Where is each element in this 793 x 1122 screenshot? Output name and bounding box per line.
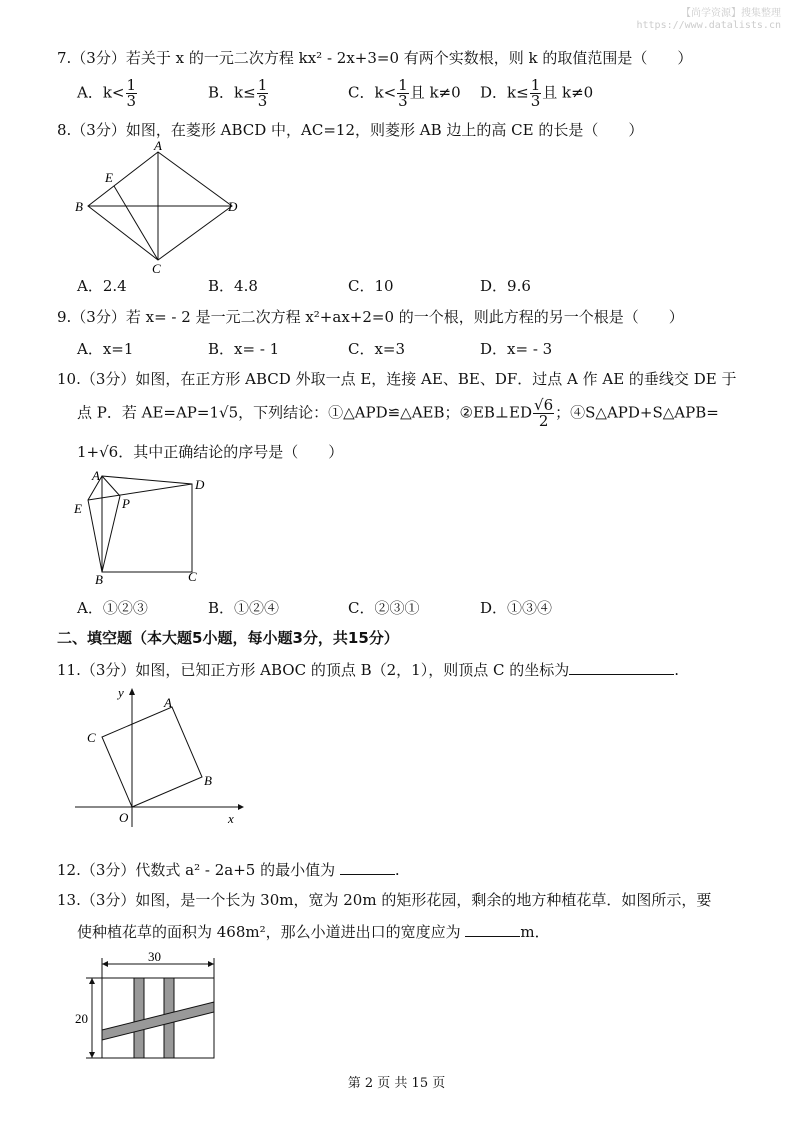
q10-square-figure (70, 468, 220, 588)
fraction (126, 78, 138, 109)
answer-blank[interactable] (569, 674, 674, 675)
option-b: B．x= - 1 (208, 340, 280, 358)
watermark (637, 8, 782, 32)
svg-text:C: C (188, 569, 197, 584)
option-b: B．①②④ (208, 599, 280, 617)
q13-text: 使种植花草的面积为 468m²，那么小道进出口的宽度应为 (77, 923, 461, 941)
period: . (674, 661, 680, 679)
period: . (394, 861, 400, 879)
q11-text: 11.（3分）如图，已知正方形 ABOC 的顶点 B（2，1），则顶点 C 的坐标为 (57, 661, 570, 679)
q10-line1: 10.（3分）如图，在正方形 ABCD 外取一点 E，连接 AE、BE、DF．过点 A 作 AE 的垂线交 DE 于 (57, 370, 737, 388)
option-a: A．x=1 (77, 340, 134, 358)
q11-coordinate-figure (70, 685, 245, 830)
denominator: 2 (538, 412, 549, 430)
option-a (77, 78, 138, 109)
q13-line1: 13.（3分）如图，是一个长为 30m，宽为 20m 的矩形花园，剩余的地方种植花草．如图所示，要 (57, 891, 712, 909)
svg-text:E: E (105, 170, 113, 185)
svg-text:B: B (204, 773, 212, 788)
option-a: A．2.4 (77, 277, 127, 295)
svg-text:30: 30 (148, 950, 161, 964)
svg-text:A: A (154, 140, 162, 153)
option-label: C． (348, 83, 375, 102)
q13-line2 (77, 921, 550, 942)
option-text: k≤ (507, 83, 529, 102)
svg-text:B: B (95, 572, 103, 587)
numerator: 1 (530, 76, 541, 94)
q7-stem: 7.（3分）若关于 x 的一元二次方程 kx² - 2x+3=0 有两个实数根，则 k 的取值范围是（ ） (57, 49, 693, 67)
option-c: C．②③① (348, 599, 420, 617)
answer-blank[interactable] (465, 936, 520, 937)
q10-text: 点 P．若 AE=AP=1√5，下列结论：①△APD≌△AEB；②EB⊥ED (77, 403, 533, 422)
svg-text:P: P (122, 496, 130, 511)
q10-line3: 1+√6．其中正确结论的序号是（ ） (77, 443, 344, 461)
numerator: √6 (534, 396, 554, 414)
option-label: B． (208, 83, 235, 102)
svg-text:B: B (75, 199, 83, 214)
option-text: 且 k≠0 (542, 83, 594, 102)
option-d: D．①③④ (480, 599, 553, 617)
option-c: C．10 (348, 277, 394, 295)
option-label: A． (77, 83, 103, 102)
svg-text:20: 20 (75, 1011, 88, 1026)
denominator: 3 (257, 92, 268, 110)
page-footer: 第 2 页 共 15 页 (347, 1076, 446, 1091)
option-c (348, 78, 461, 109)
svg-text:C: C (87, 730, 96, 745)
fraction (397, 78, 409, 109)
svg-text:D: D (195, 477, 205, 492)
q10-line2 (77, 398, 719, 429)
denominator: 3 (126, 92, 137, 110)
numerator: 1 (257, 76, 268, 94)
option-a: A．①②③ (77, 599, 148, 617)
option-text: k≤ (234, 83, 256, 102)
svg-text:O: O (119, 810, 129, 825)
option-label: D． (480, 83, 508, 102)
numerator: 1 (398, 76, 408, 94)
q13-garden-figure (72, 950, 222, 1062)
q9-stem: 9.（3分）若 x= - 2 是一元二次方程 x²+ax+2=0 的一个根，则此方程的另一个根是（ ） (57, 308, 684, 326)
option-d: D．9.6 (480, 277, 531, 295)
q8-stem: 8.（3分）如图，在菱形 ABCD 中，AC=12，则菱形 AB 边上的高 CE 的长是（ ） (57, 121, 644, 139)
fraction (530, 78, 542, 109)
denominator: 3 (530, 92, 541, 110)
unit: m． (520, 923, 550, 941)
option-b: B．4.8 (208, 277, 258, 295)
q12-text: 12.（3分）代数式 a² - 2a+5 的最小值为 (57, 861, 336, 879)
svg-text:E: E (74, 501, 82, 516)
svg-text:A: A (92, 468, 100, 483)
q8-rhombus-figure (70, 140, 250, 275)
svg-text:y: y (118, 685, 124, 700)
svg-text:C: C (152, 261, 161, 275)
section-2-heading: 二、填空题（本大题5小题，每小题3分，共15分） (57, 629, 399, 647)
option-text: k< (374, 83, 397, 102)
watermark-line1: 【尚学资源】搜集整理 (681, 8, 781, 19)
watermark-line2: https://www.datalists.cn (636, 20, 781, 31)
q10-text: ；④S△APD+S△APB= (555, 403, 719, 422)
option-text: 且 k≠0 (409, 83, 461, 102)
option-text: k< (102, 83, 125, 102)
option-d (480, 78, 593, 109)
option-c: C．x=3 (348, 340, 406, 358)
q11-stem (57, 659, 679, 680)
svg-text:A: A (164, 695, 172, 710)
option-d: D．x= - 3 (480, 340, 553, 358)
answer-blank[interactable] (340, 874, 395, 875)
fraction (257, 78, 269, 109)
option-b (208, 78, 269, 109)
numerator: 1 (126, 76, 137, 94)
q12-stem (57, 859, 400, 880)
denominator: 3 (398, 92, 408, 110)
svg-text:D: D (228, 199, 238, 214)
fraction (533, 398, 554, 429)
svg-text:x: x (228, 811, 234, 826)
